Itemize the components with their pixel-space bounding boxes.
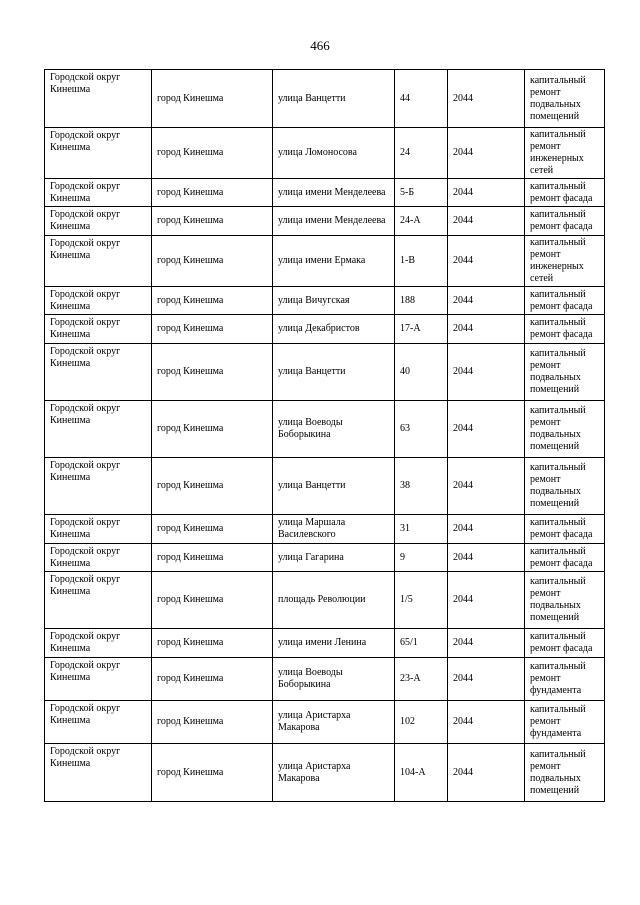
- street-cell: улица имени Ленина: [273, 629, 395, 658]
- city-cell: город Кинешма: [152, 572, 273, 629]
- year-cell: 2044: [448, 629, 525, 658]
- work-cell: капитальный ремонт подвальных помещений: [525, 458, 605, 515]
- district-cell: Городской округ Кинешма: [45, 70, 152, 128]
- city-cell: город Кинешма: [152, 658, 273, 701]
- street-cell: улица Ванцетти: [273, 344, 395, 401]
- street-cell: улица Декабристов: [273, 315, 395, 344]
- street-cell: улица Аристарха Макарова: [273, 701, 395, 744]
- street-cell: улица Ванцетти: [273, 458, 395, 515]
- table-row: [45, 344, 605, 401]
- year-cell: 2044: [448, 236, 525, 287]
- city-cell: город Кинешма: [152, 128, 273, 179]
- house-cell: 31: [395, 515, 448, 544]
- city-cell: город Кинешма: [152, 287, 273, 315]
- street-cell: улица Ванцетти: [273, 70, 395, 128]
- table-row: [45, 179, 605, 207]
- year-cell: 2044: [448, 458, 525, 515]
- table-row: [45, 315, 605, 344]
- registry-table: [44, 69, 605, 802]
- year-cell: 2044: [448, 179, 525, 207]
- city-cell: город Кинешма: [152, 344, 273, 401]
- district-cell: Городской округ Кинешма: [45, 544, 152, 572]
- work-cell: капитальный ремонт фасада: [525, 515, 605, 544]
- year-cell: 2044: [448, 701, 525, 744]
- work-cell: капитальный ремонт подвальных помещений: [525, 572, 605, 629]
- house-cell: 38: [395, 458, 448, 515]
- table-row: [45, 515, 605, 544]
- house-cell: 40: [395, 344, 448, 401]
- work-cell: капитальный ремонт фасада: [525, 179, 605, 207]
- table-row: [45, 658, 605, 701]
- year-cell: 2044: [448, 658, 525, 701]
- house-cell: 188: [395, 287, 448, 315]
- house-cell: 9: [395, 544, 448, 572]
- table-row: [45, 701, 605, 744]
- city-cell: город Кинешма: [152, 179, 273, 207]
- work-cell: капитальный ремонт фасада: [525, 287, 605, 315]
- year-cell: 2044: [448, 744, 525, 802]
- street-cell: улица Ломоносова: [273, 128, 395, 179]
- city-cell: город Кинешма: [152, 236, 273, 287]
- street-cell: улица Воеводы Боборыкина: [273, 658, 395, 701]
- work-cell: капитальный ремонт подвальных помещений: [525, 344, 605, 401]
- page-number: 466: [310, 38, 330, 53]
- table-row: [45, 287, 605, 315]
- district-cell: Городской округ Кинешма: [45, 701, 152, 744]
- table-row: [45, 236, 605, 287]
- district-cell: Городской округ Кинешма: [45, 572, 152, 629]
- house-cell: 1/5: [395, 572, 448, 629]
- work-cell: капитальный ремонт фасада: [525, 629, 605, 658]
- street-cell: улица Вичугская: [273, 287, 395, 315]
- year-cell: 2044: [448, 315, 525, 344]
- house-cell: 24-А: [395, 207, 448, 236]
- district-cell: Городской округ Кинешма: [45, 179, 152, 207]
- city-cell: город Кинешма: [152, 207, 273, 236]
- table-row: [45, 744, 605, 802]
- house-cell: 44: [395, 70, 448, 128]
- table-row: [45, 629, 605, 658]
- district-cell: Городской округ Кинешма: [45, 315, 152, 344]
- street-cell: улица Гагарина: [273, 544, 395, 572]
- city-cell: город Кинешма: [152, 744, 273, 802]
- year-cell: 2044: [448, 544, 525, 572]
- district-cell: Городской округ Кинешма: [45, 401, 152, 458]
- house-cell: 17-А: [395, 315, 448, 344]
- district-cell: Городской округ Кинешма: [45, 236, 152, 287]
- year-cell: 2044: [448, 401, 525, 458]
- work-cell: капитальный ремонт фундамента: [525, 701, 605, 744]
- table-row: [45, 70, 605, 128]
- district-cell: Городской округ Кинешма: [45, 207, 152, 236]
- city-cell: город Кинешма: [152, 515, 273, 544]
- work-cell: капитальный ремонт инженерных сетей: [525, 128, 605, 179]
- work-cell: капитальный ремонт подвальных помещений: [525, 401, 605, 458]
- work-cell: капитальный ремонт инженерных сетей: [525, 236, 605, 287]
- year-cell: 2044: [448, 287, 525, 315]
- house-cell: 5-Б: [395, 179, 448, 207]
- registry-table-body: [45, 70, 605, 802]
- year-cell: 2044: [448, 515, 525, 544]
- district-cell: Городской округ Кинешма: [45, 128, 152, 179]
- district-cell: Городской округ Кинешма: [45, 515, 152, 544]
- street-cell: улица Аристарха Макарова: [273, 744, 395, 802]
- house-cell: 102: [395, 701, 448, 744]
- work-cell: капитальный ремонт фундамента: [525, 658, 605, 701]
- work-cell: капитальный ремонт подвальных помещений: [525, 70, 605, 128]
- city-cell: город Кинешма: [152, 629, 273, 658]
- house-cell: 23-А: [395, 658, 448, 701]
- house-cell: 1-В: [395, 236, 448, 287]
- district-cell: Городской округ Кинешма: [45, 658, 152, 701]
- work-cell: капитальный ремонт фасада: [525, 207, 605, 236]
- year-cell: 2044: [448, 344, 525, 401]
- table-row: [45, 128, 605, 179]
- year-cell: 2044: [448, 128, 525, 179]
- table-row: [45, 207, 605, 236]
- work-cell: капитальный ремонт подвальных помещений: [525, 744, 605, 802]
- city-cell: город Кинешма: [152, 544, 273, 572]
- house-cell: 24: [395, 128, 448, 179]
- house-cell: 65/1: [395, 629, 448, 658]
- year-cell: 2044: [448, 70, 525, 128]
- street-cell: улица Воеводы Боборыкина: [273, 401, 395, 458]
- city-cell: город Кинешма: [152, 701, 273, 744]
- street-cell: улица имени Менделеева: [273, 207, 395, 236]
- work-cell: капитальный ремонт фасада: [525, 544, 605, 572]
- city-cell: город Кинешма: [152, 458, 273, 515]
- house-cell: 104-А: [395, 744, 448, 802]
- street-cell: улица Маршала Василевского: [273, 515, 395, 544]
- table-row: [45, 572, 605, 629]
- work-cell: капитальный ремонт фасада: [525, 315, 605, 344]
- district-cell: Городской округ Кинешма: [45, 744, 152, 802]
- district-cell: Городской округ Кинешма: [45, 344, 152, 401]
- table-row: [45, 544, 605, 572]
- district-cell: Городской округ Кинешма: [45, 287, 152, 315]
- street-cell: улица имени Менделеева: [273, 179, 395, 207]
- city-cell: город Кинешма: [152, 401, 273, 458]
- year-cell: 2044: [448, 207, 525, 236]
- street-cell: улица имени Ермака: [273, 236, 395, 287]
- year-cell: 2044: [448, 572, 525, 629]
- house-cell: 63: [395, 401, 448, 458]
- city-cell: город Кинешма: [152, 315, 273, 344]
- city-cell: город Кинешма: [152, 70, 273, 128]
- street-cell: площадь Революции: [273, 572, 395, 629]
- district-cell: Городской округ Кинешма: [45, 458, 152, 515]
- table-row: [45, 458, 605, 515]
- district-cell: Городской округ Кинешма: [45, 629, 152, 658]
- table-row: [45, 401, 605, 458]
